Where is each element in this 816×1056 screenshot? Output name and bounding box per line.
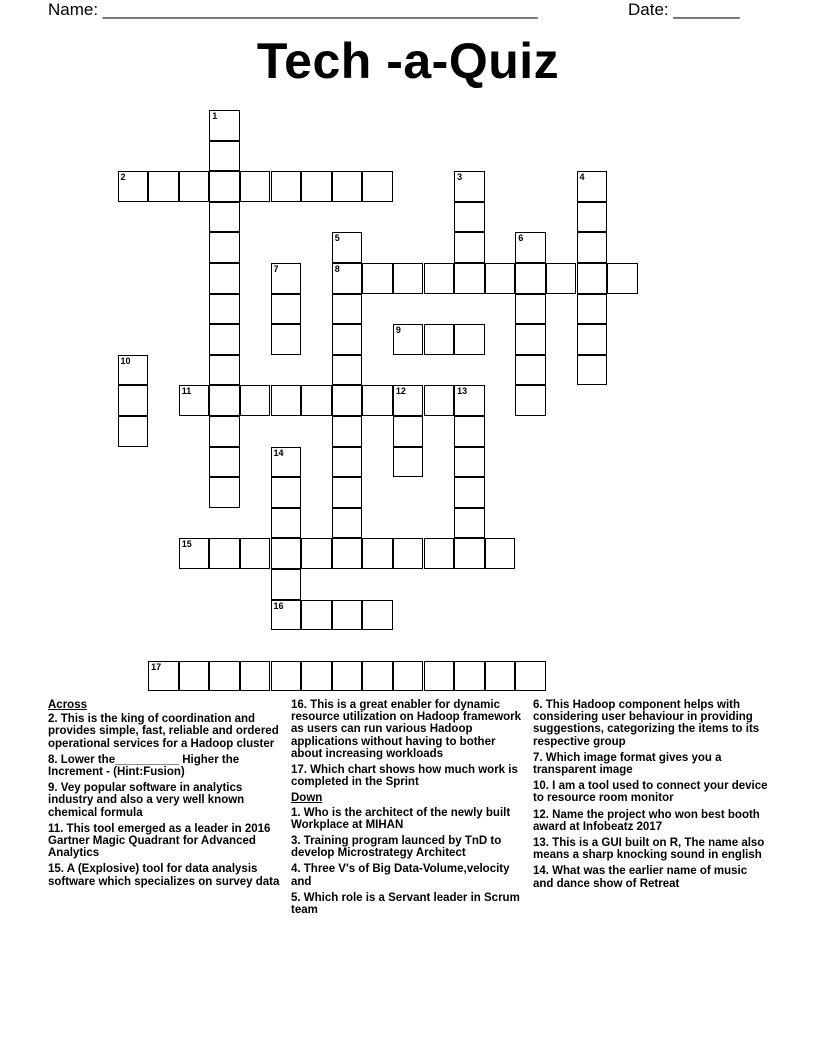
grid-cell[interactable] — [515, 263, 546, 294]
clue-number: 16 — [273, 600, 284, 611]
grid-cell[interactable] — [454, 508, 485, 539]
clue-across-2: 2. This is the king of coordination and provides simple, fast, reliable and ordered operational services for a Hadoop cluster — [48, 713, 279, 750]
clue-down-5: 5. Which role is a Servant leader in Scrum team — [291, 891, 520, 917]
grid-cell[interactable] — [209, 171, 240, 202]
clue-down-3: 3. Training program launced by TnD to develop Microstrategy Architect — [291, 835, 502, 860]
grid-cell[interactable] — [362, 263, 393, 294]
clue-number: 15 — [181, 539, 192, 550]
grid-cell[interactable] — [118, 385, 149, 416]
grid-cell[interactable] — [362, 538, 393, 569]
grid-cell[interactable] — [332, 324, 363, 355]
clue-down-14: 14. What was the earlier name of music and dance show of Retreat — [533, 865, 748, 890]
grid-cell[interactable] — [301, 171, 332, 202]
clue-down-4: 4. Three V's of Big Data-Volume,velocity and — [291, 863, 510, 888]
grid-cell[interactable] — [577, 232, 608, 263]
grid-cell[interactable] — [424, 263, 455, 294]
grid-cell[interactable] — [332, 447, 363, 478]
grid-cell[interactable] — [393, 324, 424, 355]
grid-cell[interactable] — [393, 263, 424, 294]
clue-across-8: 8. Lower the__________ Higher the Increment - (Hint:Fusion) — [48, 753, 240, 779]
clue-number: 2 — [120, 172, 126, 183]
grid-cell[interactable] — [332, 508, 363, 539]
grid-cell[interactable] — [332, 661, 363, 692]
grid-cell[interactable] — [332, 385, 363, 416]
grid-cell[interactable] — [332, 263, 363, 294]
grid-cell[interactable] — [332, 477, 363, 508]
grid-cell[interactable] — [454, 447, 485, 478]
grid-cell[interactable] — [454, 661, 485, 692]
grid-cell[interactable] — [577, 171, 608, 202]
grid-cell[interactable] — [209, 141, 240, 172]
grid-cell[interactable] — [179, 661, 210, 692]
grid-cell[interactable] — [393, 385, 424, 416]
grid-cell[interactable] — [515, 232, 546, 263]
grid-cell[interactable] — [485, 538, 516, 569]
clues-column-2 — [291, 699, 527, 920]
grid-cell[interactable] — [515, 661, 546, 692]
grid-cell[interactable] — [209, 538, 240, 569]
clue-down-6: 6. This Hadoop component helps with considering user behaviour in providing suggestions, categorizing the items to its respective group — [533, 699, 760, 748]
grid-cell[interactable] — [271, 661, 302, 692]
clue-number: 8 — [334, 264, 340, 274]
grid-cell[interactable] — [118, 416, 149, 447]
grid-cell[interactable] — [332, 171, 363, 202]
grid-cell[interactable] — [454, 324, 485, 355]
grid-cell[interactable] — [454, 263, 485, 294]
grid-cell[interactable] — [332, 600, 363, 631]
clue-down-10: 10. I am a tool used to connect your device to resource room monitor — [533, 780, 768, 805]
grid-cell[interactable] — [271, 477, 302, 508]
down-heading: Down — [291, 792, 323, 805]
grid-cell[interactable] — [271, 447, 302, 478]
grid-cell[interactable] — [454, 538, 485, 569]
grid-cell[interactable] — [148, 661, 179, 692]
grid-cell[interactable] — [209, 294, 240, 325]
grid-cell[interactable] — [485, 263, 516, 294]
page-title: Tech -a-Quiz — [256, 33, 560, 89]
grid-cell[interactable] — [362, 600, 393, 631]
grid-cell[interactable] — [485, 661, 516, 692]
grid-cell[interactable] — [209, 385, 240, 416]
grid-cell[interactable] — [424, 324, 455, 355]
grid-cell[interactable] — [240, 385, 271, 416]
clue-down-13: 13. This is a GUI built on R, The name also means a sharp knocking sound in english — [533, 837, 765, 862]
clue-across-17: 17. Which chart shows how much work is completed in the Sprint — [291, 764, 518, 789]
grid-cell[interactable] — [209, 324, 240, 355]
grid-cell[interactable] — [209, 263, 240, 294]
grid-cell[interactable] — [515, 294, 546, 325]
grid-cell[interactable] — [271, 538, 302, 569]
grid-cell[interactable] — [454, 416, 485, 447]
grid-cell[interactable] — [209, 416, 240, 447]
grid-cell[interactable] — [301, 385, 332, 416]
grid-cell[interactable] — [209, 477, 240, 508]
clue-number: 7 — [273, 264, 279, 274]
grid-cell[interactable] — [271, 600, 302, 631]
grid-cell[interactable] — [179, 171, 210, 202]
grid-cell[interactable] — [271, 294, 302, 325]
grid-cell[interactable] — [209, 661, 240, 692]
date-field[interactable]: Date: _______ — [628, 0, 740, 19]
clue-number: 13 — [457, 386, 468, 397]
grid-cell[interactable] — [577, 263, 608, 294]
grid-cell[interactable] — [577, 294, 608, 325]
grid-cell[interactable] — [271, 324, 302, 355]
clue-down-12: 12. Name the project who won best booth award at Infobeatz 2017 — [533, 808, 760, 833]
grid-cell[interactable] — [577, 202, 608, 233]
clue-number: 6 — [518, 233, 524, 244]
clue-number: 14 — [273, 447, 284, 458]
clue-number: 11 — [181, 386, 192, 397]
clue-across-15: 15. A (Explosive) tool for data analysis software which specializes on survey data — [48, 863, 280, 888]
grid-cell[interactable] — [424, 385, 455, 416]
clue-number: 5 — [334, 233, 340, 244]
grid-cell[interactable] — [240, 661, 271, 692]
grid-cell[interactable] — [362, 661, 393, 692]
grid-cell[interactable] — [209, 447, 240, 478]
grid-cell[interactable] — [454, 171, 485, 202]
grid-cell[interactable] — [271, 569, 302, 600]
grid-cell[interactable] — [209, 110, 240, 141]
grid-cell[interactable] — [393, 416, 424, 447]
clues-column-3 — [533, 699, 769, 894]
grid-cell[interactable] — [332, 416, 363, 447]
grid-cell[interactable] — [454, 477, 485, 508]
grid-cell[interactable] — [271, 508, 302, 539]
grid-cell[interactable] — [209, 355, 240, 386]
grid-cell[interactable] — [515, 355, 546, 386]
grid-cell[interactable] — [332, 294, 363, 325]
clue-across-11: 11. This tool emerged as a leader in 2016 Gartner Magic Quadrant for Advanced Analytics — [48, 822, 271, 860]
clue-across-16: 16. This is a great enabler for dynamic resource utilization on Hadoop framework as users can run various Hadoop applications without having to bother about increasing workloads — [291, 699, 522, 760]
across-heading: Across — [48, 699, 87, 711]
grid-cell[interactable] — [179, 385, 210, 416]
grid-cell[interactable] — [301, 538, 332, 569]
clues-column-1 — [48, 699, 284, 892]
clue-down-1: 1. Who is the architect of the newly built Workplace at MIHAN — [291, 806, 511, 831]
grid-cell[interactable] — [424, 538, 455, 569]
grid-cell[interactable] — [393, 538, 424, 569]
grid-cell[interactable] — [240, 171, 271, 202]
grid-cell[interactable] — [515, 385, 546, 416]
grid-cell[interactable] — [118, 355, 149, 386]
grid-cell[interactable] — [424, 661, 455, 692]
grid-cell[interactable] — [301, 600, 332, 631]
clue-number: 10 — [120, 355, 131, 366]
grid-cell[interactable] — [393, 447, 424, 478]
grid-cell[interactable] — [577, 324, 608, 355]
clue-number: 12 — [395, 386, 406, 397]
clue-down-7: 7. Which image format gives you a transparent image — [533, 751, 722, 777]
name-field[interactable]: Name: ______________________________________________ — [48, 0, 538, 19]
clue-number: 1 — [212, 111, 218, 121]
clue-number: 3 — [457, 172, 463, 183]
grid-cell[interactable] — [271, 385, 302, 416]
grid-cell[interactable] — [515, 324, 546, 355]
grid-cell[interactable] — [332, 355, 363, 386]
grid-cell[interactable] — [546, 263, 577, 294]
clue-across-9: 9. Vey popular software in analytics industry and also a very well known chemical formula — [48, 782, 245, 819]
grid-cell[interactable] — [362, 171, 393, 202]
grid-cell[interactable] — [454, 385, 485, 416]
clue-number: 4 — [579, 172, 585, 183]
grid-cell[interactable] — [148, 171, 179, 202]
grid-cell[interactable] — [240, 538, 271, 569]
grid-cell[interactable] — [454, 202, 485, 233]
grid-cell[interactable] — [179, 538, 210, 569]
grid-cell[interactable] — [332, 232, 363, 263]
clue-number: 9 — [395, 325, 401, 336]
grid-cell[interactable] — [393, 661, 424, 692]
grid-cell[interactable] — [271, 171, 302, 202]
grid-cell[interactable] — [209, 202, 240, 233]
clue-number: 17 — [151, 661, 162, 672]
grid-cell[interactable] — [607, 263, 638, 294]
grid-cell[interactable] — [577, 355, 608, 386]
grid-cell[interactable] — [271, 263, 302, 294]
grid-cell[interactable] — [301, 661, 332, 692]
grid-cell[interactable] — [118, 171, 149, 202]
grid-cell[interactable] — [454, 232, 485, 263]
grid-cell[interactable] — [209, 232, 240, 263]
grid-cell[interactable] — [332, 538, 363, 569]
grid-cell[interactable] — [362, 385, 393, 416]
